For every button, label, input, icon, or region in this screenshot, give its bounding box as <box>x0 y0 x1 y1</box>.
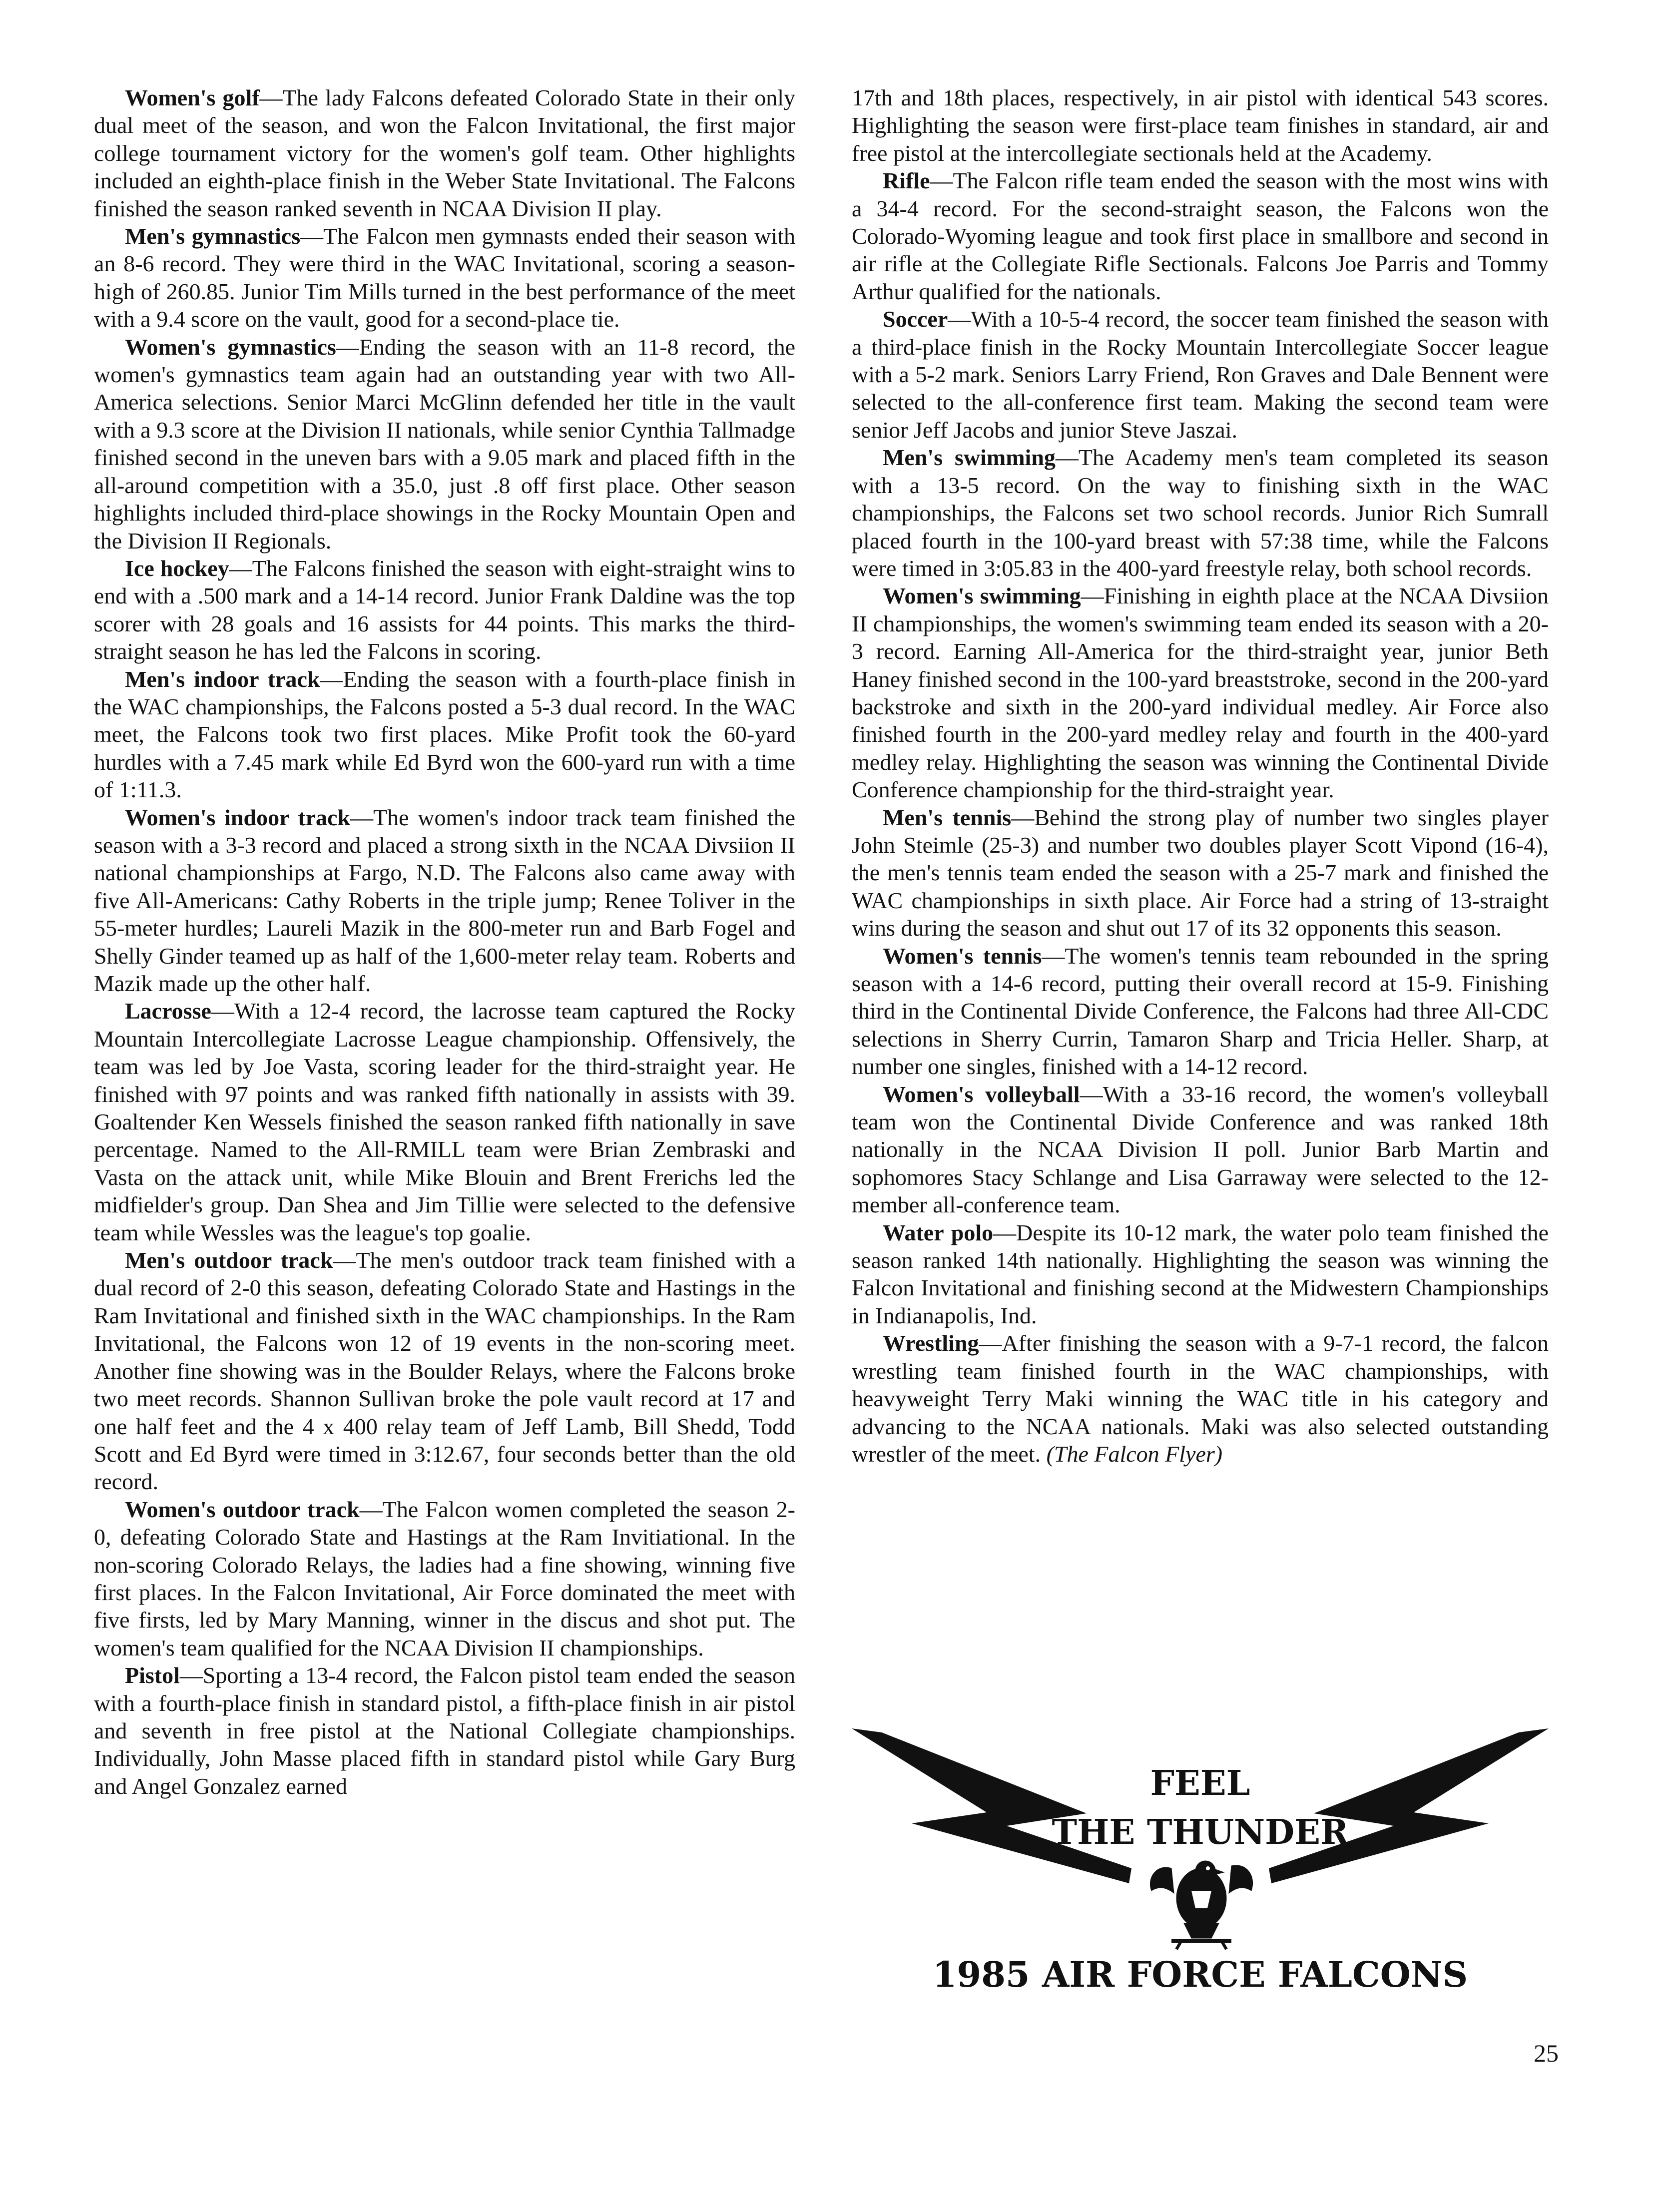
paragraph-body: —Behind the strong play of number two singles player John Steimle (25-3) and number two doubles player Scott Vipond (16-4), the men's tennis team ended the season with a 25-7 mark and finished the WAC championships in sixth place. Air Force had a string of 13-straight wins during the season and shut out 17 of its 32 opponents this season. <box>852 804 1549 941</box>
right-column <box>852 84 1549 1468</box>
sport-heading: Women's tennis <box>883 943 1042 969</box>
article-paragraph <box>94 222 795 333</box>
sport-heading: Wrestling <box>883 1330 979 1356</box>
paragraph-body: —With a 12-4 record, the lacrosse team captured the Rocky Mountain Intercollegiate Lacrosse League championship. Offensively, the team was led by Joe Vasta, scoring leader for the third-straight year. He finished with 97 points and was ranked fifth nationally in assists with 39. Goaltender Ken Wessels finished the season ranked fifth nationally in save percentage. Named to the All-RMILL team were Brian Zembraski and Vasta on the attack unit, while Mike Blouin and Brent Frerichs led the midfielder's group. Dan Shea and Jim Tillie were selected to the defensive team while Wessles was the league's top goalie. <box>94 998 795 1245</box>
sport-heading: Pistol <box>125 1662 180 1688</box>
lightning-bolt-icon <box>852 1728 1131 1883</box>
continued-paragraph <box>852 84 1549 167</box>
sport-heading: Ice hockey <box>125 555 229 581</box>
paragraph-body: —After finishing the season with a 9-7-1 record, the falcon wrestling team finished fourth in the WAC championships, with heavyweight Terry Maki winning the WAC title in his category and advancing to the NCAA nationals. Maki was also selected outstanding wrestler of the meet. <box>852 1330 1549 1467</box>
falcon-mascot-icon <box>1150 1861 1252 1949</box>
left-column <box>94 84 795 1800</box>
ad-headline-thunder: THE THUNDER <box>1052 1812 1349 1852</box>
source-credit: (The Falcon Flyer) <box>1046 1441 1223 1467</box>
sport-heading: Men's indoor track <box>125 666 320 692</box>
paragraph-body: —Finishing in eighth place at the NCAA Divsiion II championships, the women's swimming team ended its season with a 20-3 record. Earning All-America for the third-straight year, junior Beth Haney finished second in the 100-yard breaststroke, second in the 200-yard backstroke and sixth in the 200-yard individual medley. Air Force also finished fourth in the 200-yard medley relay and fourth in the 400-yard medley relay. Highlighting the season was winning the Continental Divide Conference championship for the third-straight year. <box>852 583 1549 803</box>
article-paragraph <box>94 1496 795 1661</box>
article-paragraph <box>94 997 795 1246</box>
paragraph-body: —The Falcons finished the season with eight-straight wins to end with a .500 mark and a 14-14 record. Junior Frank Daldine was the top scorer with 28 goals and 16 assists for 44 points. This marks the third-straight season he has led the Falcons in scoring. <box>94 555 795 664</box>
article-paragraph <box>94 1661 795 1800</box>
sport-heading: Men's gymnastics <box>125 223 301 249</box>
article-paragraph <box>852 167 1549 305</box>
paragraph-body: —The lady Falcons defeated Colorado State in their only dual meet of the season, and won the Falcon Invitational, the first major college tournament victory for the women's golf team. Other highlights included an eighth-place finish in the Weber State Invitational. The Falcons finished the season ranked seventh in NCAA Division II play. <box>94 85 796 221</box>
article-paragraph <box>852 1219 1549 1330</box>
feel-the-thunder-ad <box>852 1718 1549 2028</box>
sport-heading: Men's outdoor track <box>125 1247 333 1273</box>
sport-heading: Women's outdoor track <box>125 1496 360 1522</box>
sport-heading: Women's indoor track <box>125 804 351 830</box>
paragraph-body: —With a 33-16 record, the women's volleyball team won the Continental Divide Conference and was ranked 18th nationally in the NCAA Division II poll. Junior Barb Martin and sophomores Stacy Schlange and Lisa Garraway were selected to the 12-member all-conference team. <box>852 1081 1549 1218</box>
ad-team-name: 1985 AIR FORCE FALCONS <box>932 1954 1468 1995</box>
paragraph-body: —With a 10-5-4 record, the soccer team finished the season with a third-place finish in the Rocky Mountain Intercollegiate Soccer league with a 5-2 mark. Seniors Larry Friend, Ron Graves and Dale Bennent were selected to the all-conference first team. Making the second team were senior Jeff Jacobs and junior Steve Jaszai. <box>852 306 1549 443</box>
paragraph-body: 17th and 18th places, respectively, in air pistol with identical 543 scores. Highlighting the season were first-place team finishes in standard, air and free pistol at the intercollegiate sectionals held at the Academy. <box>852 85 1549 166</box>
paragraph-body: —Ending the season with a fourth-place finish in the WAC championships, the Falcons posted a 5-3 dual record. In the WAC meet, the Falcons took two first places. Mike Profit took the 60-yard hurdles with a 7.45 mark while Ed Byrd won the 600-yard run with a time of 1:11.3. <box>94 666 795 803</box>
lightning-bolt-icon <box>1269 1728 1549 1883</box>
page-number: 25 <box>1534 2039 1559 2067</box>
article-paragraph <box>852 582 1549 803</box>
article-paragraph <box>94 554 795 665</box>
sport-heading: Men's tennis <box>883 804 1012 830</box>
sport-heading: Soccer <box>883 306 948 332</box>
sport-heading: Water polo <box>883 1219 994 1245</box>
article-paragraph <box>94 333 795 554</box>
article-paragraph <box>852 942 1549 1081</box>
article-paragraph <box>852 804 1549 942</box>
paragraph-body: —The women's tennis team rebounded in the spring season with a 14-6 record, putting their overall record at 15-9. Finishing third in the Continental Divide Conference, the Falcons had three All-CDC selections in Sherry Currin, Tamaron Sharp and Tricia Heller. Sharp, at number one singles, finished with a 14-12 record. <box>852 943 1549 1080</box>
article-paragraph <box>94 84 795 222</box>
article-paragraph <box>852 1081 1549 1219</box>
article-paragraph <box>94 665 795 804</box>
paragraph-body: —The Falcon women completed the season 2-0, defeating Colorado State and Hastings at the Ram Invitiational. In the non-scoring Colorado Relays, the ladies had a fine showing, winning five first places. In the Falcon Invitational, Air Force dominated the meet with five firsts, led by Mary Manning, winner in the discus and shot put. The women's team qualified for the NCAA Division II championships. <box>94 1496 795 1660</box>
paragraph-body: —Sporting a 13-4 record, the Falcon pistol team ended the season with a fourth-place finish in standard pistol, a fifth-place finish in air pistol and seventh in free pistol at the National Collegiate championships. Individually, John Masse placed fifth in standard pistol while Gary Burg and Angel Gonzalez earned <box>94 1662 795 1799</box>
sport-heading: Women's volleyball <box>883 1081 1080 1107</box>
sport-heading: Men's swimming <box>883 445 1056 471</box>
paragraph-body: —The women's indoor track team finished the season with a 3-3 record and placed a strong sixth in the NCAA Divsiion II national championships at Fargo, N.D. The Falcons also came away with five All-Americans: Cathy Roberts in the triple jump; Renee Toliver in the 55-meter hurdles; Laureli Mazik in the 800-meter run and Barb Fogel and Shelly Ginder teamed up as half of the 1,600-meter relay team. Roberts and Mazik made up the other half. <box>94 804 795 996</box>
sport-heading: Women's gymnastics <box>125 334 336 360</box>
article-paragraph <box>852 305 1549 444</box>
paragraph-body: —The Academy men's team completed its season with a 13-5 record. On the way to finishing sixth in the WAC championships, the Falcons set two school records. Junior Rich Sumrall placed fourth in the 100-yard breast with 57:38 time, while the Falcons were timed in 3:05.83 in the 400-yard freestyle relay, both school records. <box>852 445 1549 581</box>
sport-heading: Women's swimming <box>883 583 1081 609</box>
paragraph-body: —Despite its 10-12 mark, the water polo team finished the season ranked 14th nationally. Highlighting the season was winning the Falcon Invitational and finishing second at the Midwestern Championships in Indianapolis, Ind. <box>852 1219 1549 1328</box>
paragraph-body: —The Falcon men gymnasts ended their season with an 8-6 record. They were third in the WAC Invitational, scoring a season-high of 260.85. Junior Tim Mills turned in the best performance of the meet with a 9.4 score on the vault, good for a second-place tie. <box>94 223 795 332</box>
sport-heading: Women's golf <box>125 85 260 110</box>
article-paragraph <box>852 1329 1549 1468</box>
paragraph-body: —The Falcon rifle team ended the season with the most wins with a 34-4 record. For the second-straight season, the Falcons won the Colorado-Wyoming league and took first place in smallbore and second in air rifle at the Collegiate Rifle Sectionals. Falcons Joe Parris and Tommy Arthur qualified for the nationals. <box>852 168 1549 304</box>
article-paragraph <box>94 1246 795 1496</box>
ad-headline-feel: FEEL <box>1150 1763 1250 1803</box>
article-paragraph <box>94 804 795 998</box>
paragraph-body: —The men's outdoor track team finished with a dual record of 2-0 this season, defeating Colorado State and Hastings in the Ram Invitational and finished sixth in the WAC championships. In the Ram Invitational, the Falcons won 12 of 19 events in the non-scoring meet. Another fine showing was in the Boulder Relays, where the Falcons broke two meet records. Shannon Sullivan broke the pole vault record at 17 and one half feet and the 4 x 400 relay team of Jeff Lamb, Bill Shedd, Todd Scott and Ed Byrd were timed in 3:12.67, four seconds better than the old record. <box>94 1247 795 1495</box>
article-paragraph <box>852 444 1549 582</box>
paragraph-body: —Ending the season with an 11-8 record, the women's gymnastics team again had an outstanding year with two All-America selections. Senior Marci McGlinn defended her title in the vault with a 9.3 score at the Division II nationals, while senior Cynthia Tallmadge finished second in the uneven bars with a 9.05 mark and placed fifth in the all-around competition with a 35.0, just .8 off first place. Other season highlights included third-place showings in the Rocky Mountain Open and the Division II Regionals. <box>94 334 795 553</box>
sport-heading: Rifle <box>883 168 930 194</box>
sport-heading: Lacrosse <box>125 998 211 1024</box>
